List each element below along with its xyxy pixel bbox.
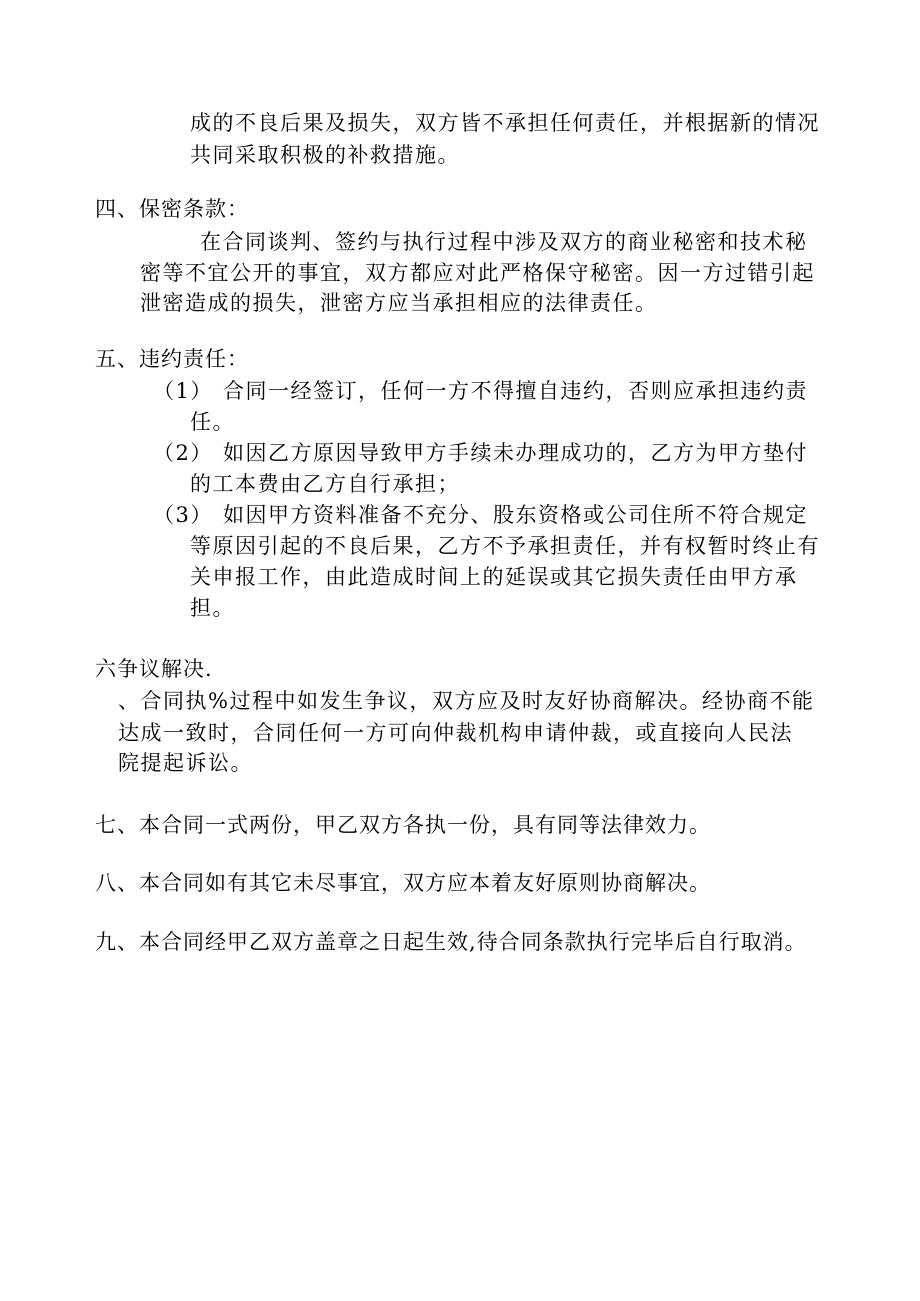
section-6-line-1: 、合同执%过程中如发生争议，双方应及时友好协商解决。经协商不能 — [118, 689, 815, 713]
section-4-line-1: 在合同谈判、签约与执行过程中涉及双方的商业秘密和技术秘 — [200, 230, 808, 254]
section-5-item-3-line-1 — [153, 500, 808, 530]
continuation-line-2: 共同采取积极的补救措施。 — [190, 143, 460, 167]
section-5-item-2-text: 如因乙方原因导致甲方手续未办理成功的，乙方为甲方垫付 — [223, 441, 808, 465]
section-5-item-2-line-2: 的工本费由乙方自行承担； — [190, 472, 460, 496]
section-5-item-3-text: 如因甲方资料准备不充分、股东资格或公司住所不符合规定 — [223, 503, 808, 527]
section-5-item-2-marker: （2） — [153, 441, 213, 465]
section-6-line-2: 达成一致时，合同任何一方可向仲裁机构申请仲裁，或直接向人民法 — [118, 721, 793, 745]
section-8: 八、本合同如有其它未尽事宜，双方应本着友好原则协商解决。 — [95, 871, 711, 895]
section-7: 七、本合同一式两份，甲乙双方各执一份，具有同等法律效力。 — [95, 813, 711, 837]
section-5-item-2-line-1 — [153, 438, 808, 468]
section-4-line-3: 泄密造成的损失，泄密方应当承担相应的法律责任。 — [140, 291, 658, 315]
section-5-item-3-line-2: 等原因引起的不良后果，乙方不予承担责任，并有权暂时终止有 — [190, 534, 820, 558]
section-6-line-3: 院提起诉讼。 — [118, 751, 253, 775]
section-5-item-3-line-4: 担。 — [190, 596, 235, 620]
section-5-item-1-text: 合同一经签订，任何一方不得擅自违约，否则应承担违约责 — [223, 379, 808, 403]
continuation-line-1: 成的不良后果及损失，双方皆不承担任何责任，并根据新的情况 — [190, 111, 820, 135]
section-5-item-3-line-3: 关申报工作，由此造成时间上的延误或其它损失责任由甲方承 — [190, 565, 798, 589]
section-5-item-1-line-1 — [153, 376, 808, 406]
section-4-heading: 四、保密条款： — [95, 197, 249, 221]
section-4-line-2: 密等不宜公开的事宜，双方都应对此严格保守秘密。因一方过错引起 — [140, 261, 815, 285]
section-5-item-1-line-2: 任。 — [190, 410, 235, 434]
section-5-item-1-marker: （1） — [153, 379, 213, 403]
section-6-heading: 六争议解决. — [95, 657, 213, 681]
section-5-item-3-marker: （3） — [153, 503, 213, 527]
section-5-heading: 五、违约责任： — [95, 347, 249, 371]
section-9: 九、本合同经甲乙双方盖章之日起生效,待合同条款执行完毕后自行取消。 — [95, 930, 807, 954]
